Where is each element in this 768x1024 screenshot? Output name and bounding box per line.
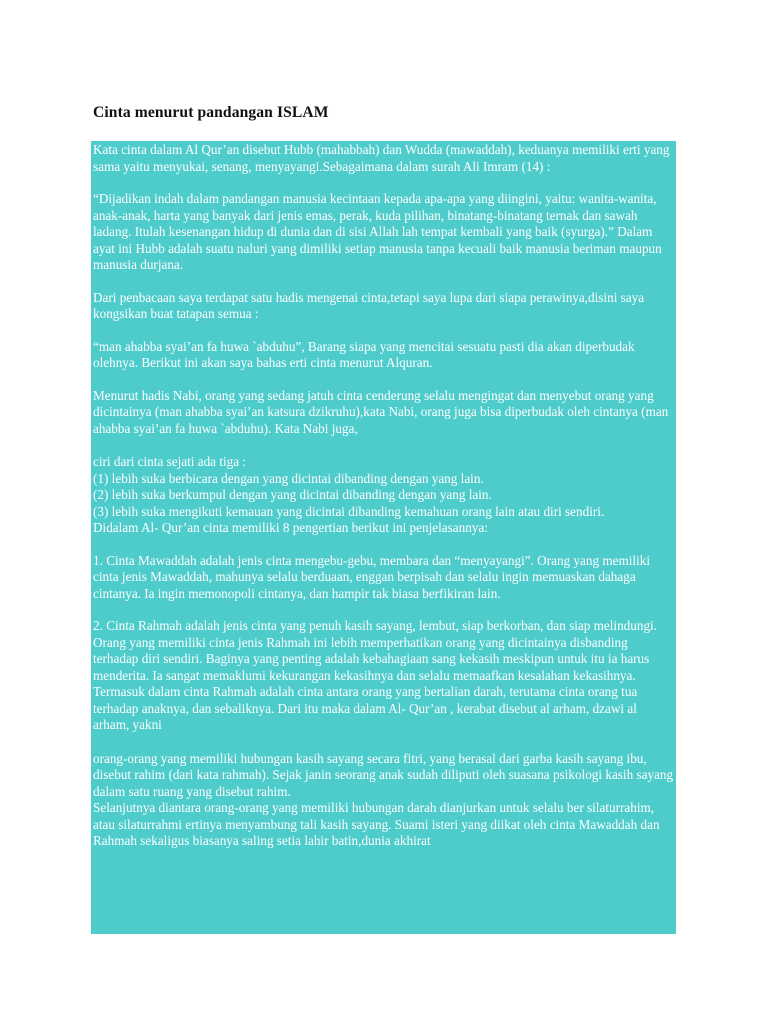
paragraph-true-love-traits: ciri dari cinta sejati ada tiga : (1) lebih suka berbicara dengan yang dicintai dibanding dengan yang lain. (2) lebih suka berkumpul dengan yang dicintai dibanding dengan yang lain. (3) lebih suka mengikuti kemauan yang dicintai dibanding kemahuan orang lain atau diri sendiri. Didalam Al- Qur’an cinta memiliki 8 pengertian berikut ini penjelasannya:	[93, 454, 605, 535]
paragraph-quran-verse: “Dijadikan indah dalam pandangan manusia kecintaan kepada apa-apa yang diingini, yaitu: wanita-wanita, anak-anak, harta yang banyak dari jenis emas, perak, kuda pilihan, binatang-binatang ternak dan sawah ladang. Itulah kesenangan hidup di dunia dan di sisi Allah lah tempat kembali yang baik (syurga).” Dalam ayat ini Hubb adalah suatu naluri yang dimiliki setiap manusia tanpa kecuali baik manusia beriman maupun manusia durjana.	[93, 191, 662, 272]
paragraph-silaturrahim: orang-orang yang memiliki hubungan kasih sayang secara fitri, yang berasal dari garba kasih sayang ibu, disebut rahim (dari kata rahmah). Sejak janin seorang anak sudah diliputi oleh suasana psikologi kasih sayang dalam satu ruang yang disebut rahim. Selanjutnya diantara orang-orang yang memiliki hubungan darah dianjurkan untuk selalu ber silaturrahim, atau silaturrahmi ertinya menyambung tali kasih sayang. Suami isteri yang diikat oleh cinta Mawaddah dan Rahmah sekaligus biasanya saling setia lahir batin,dunia akhirat	[93, 750, 674, 848]
paragraph-intro: Kata cinta dalam Al Qur’an disebut Hubb (mahabbah) dan Wudda (mawaddah), keduanya memiliki erti yang sama yaitu menyukai, senang, menyayangi.Sebagaimana dalam surah Ali Imram (14) :	[93, 142, 670, 174]
paragraph-cinta-rahmah: 2. Cinta Rahmah adalah jenis cinta yang penuh kasih sayang, lembut, siap berkorban, dan siap melindungi. Orang yang memiliki cinta jenis Rahmah ini lebih memperhatikan orang yang dicintainya disbanding terhadap diri sendiri. Baginya yang penting adalah kebahagiaan sang kekasih meskipun untuk itu ia harus menderita. Ia sangat memaklumi kekurangan kekasihnya dan selalu memaafkan kesalahan kekasihnya. Termasuk dalam cinta Rahmah adalah cinta antara orang yang bertalian darah, terutama cinta orang tua terhadap anaknya, dan sebaliknya. Dari itu maka dalam Al- Qur’an , kerabat disebut al arham, dzawi al arham, yakni	[93, 618, 657, 732]
paragraph-hadith-nabi: Menurut hadis Nabi, orang yang sedang jatuh cinta cenderung selalu mengingat dan menyebut orang yang dicintainya (man ahabba syai’an katsura dzikruhu),kata Nabi, orang juga bisa diperbudak oleh cintanya (man ahabba syai’an fa huwa `abduhu). Kata Nabi juga,	[93, 387, 669, 436]
article-body	[91, 141, 676, 934]
paragraph-hadith-intro: Dari penbacaan saya terdapat satu hadis mengenai cinta,tetapi saya lupa dari siapa perawinya,disini saya kongsikan buat tatapan semua :	[93, 289, 645, 321]
paragraph-cinta-mawaddah: 1. Cinta Mawaddah adalah jenis cinta mengebu-gebu, membara dan “menyayangi”. Orang yang memiliki cinta jenis Mawaddah, mahunya selalu berduaan, enggan berpisah dan selalu ingin memuaskan dahaga cintanya. Ia ingin memonopoli cintanya, dan hampir tak biasa berfikiran lain.	[93, 552, 650, 601]
page-title: Cinta menurut pandangan ISLAM	[93, 104, 329, 121]
paragraph-hadith-quote: “man ahabba syai’an fa huwa `abduhu”, Barang siapa yang mencitai sesuatu pasti dia akan diperbudak olehnya. Berikut ini akan saya bahas erti cinta menurut Alquran.	[93, 338, 635, 370]
